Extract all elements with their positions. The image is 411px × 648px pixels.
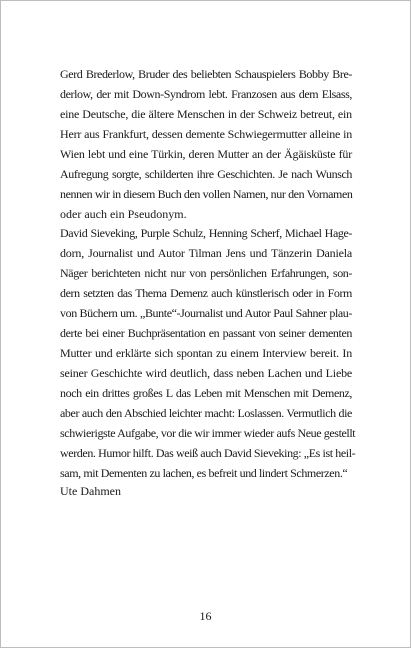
text-line: Aufregung sorgte, schilderten ihre Geschichten. Je nach Wunsch [60, 167, 352, 181]
text-line: nennen wir in diesem Buch den vollen Namen, nur den Vornamen [60, 187, 353, 201]
text-line: werden. Humor hilft. Das weiß auch David Sieveking: „Es ist heil- [60, 446, 356, 460]
text-line: Mutter und erklärte sich spontan zu einem Interview bereit. In [60, 346, 352, 360]
text-line: Gerd Brederlow, Bruder des beliebten Schauspielers Bobby Bre- [60, 67, 352, 81]
text-line: Wien lebt und eine Türkin, deren Mutter an der Ägäisküste für [60, 147, 352, 161]
text-line: dorn, Journalist und Autor Tilman Jens und Tänzerin Daniela [60, 246, 352, 260]
text-line: eine Deutsche, die ältere Menschen in der Schweiz betreut, ein [60, 107, 352, 121]
text-line: von Büchern um. „Bunte“-Journalist und Autor Paul Sahner plau- [60, 306, 352, 320]
text-line: sam, mit Dementen zu lachen, es befreit und lindert Schmerzen.“ [60, 466, 348, 480]
text-line: derte bei einer Buchpräsentation en passant von seiner dementen [60, 326, 352, 340]
text-line: schwierigste Aufgabe, vor die wir immer wieder aufs Neue gestellt [60, 426, 356, 440]
text-line: Näger berichteten nicht nur von persönlichen Erfahrungen, son- [60, 266, 352, 280]
paragraph-celebrities [60, 223, 356, 483]
text-line: derlow, der mit Down-Syndrom lebt. Franzosen aus dem Elsass, [60, 87, 352, 101]
text-line: seiner Geschichte wird deutlich, dass neben Lachen und Liebe [60, 366, 352, 380]
author-signature [60, 481, 352, 501]
text-line: aber auch den Abschied leichter macht: Loslassen. Vermutlich die [60, 406, 352, 420]
author-name: Ute Dahmen [60, 484, 121, 498]
paragraph-contributors [60, 64, 352, 224]
text-line: dern setzten das Thema Demenz auch künstlerisch oder in Form [60, 286, 352, 300]
text-line: noch ein drittes großes L das Leben mit Menschen mit Demenz, [60, 386, 352, 400]
text-line: Herr aus Frankfurt, dessen demente Schwiegermutter alleine in [60, 127, 352, 141]
text-line: David Sieveking, Purple Schulz, Henning Scherf, Michael Hage- [60, 226, 352, 240]
page-number: 16 [199, 609, 212, 623]
text-line: oder auch ein Pseudonym. [60, 207, 187, 221]
